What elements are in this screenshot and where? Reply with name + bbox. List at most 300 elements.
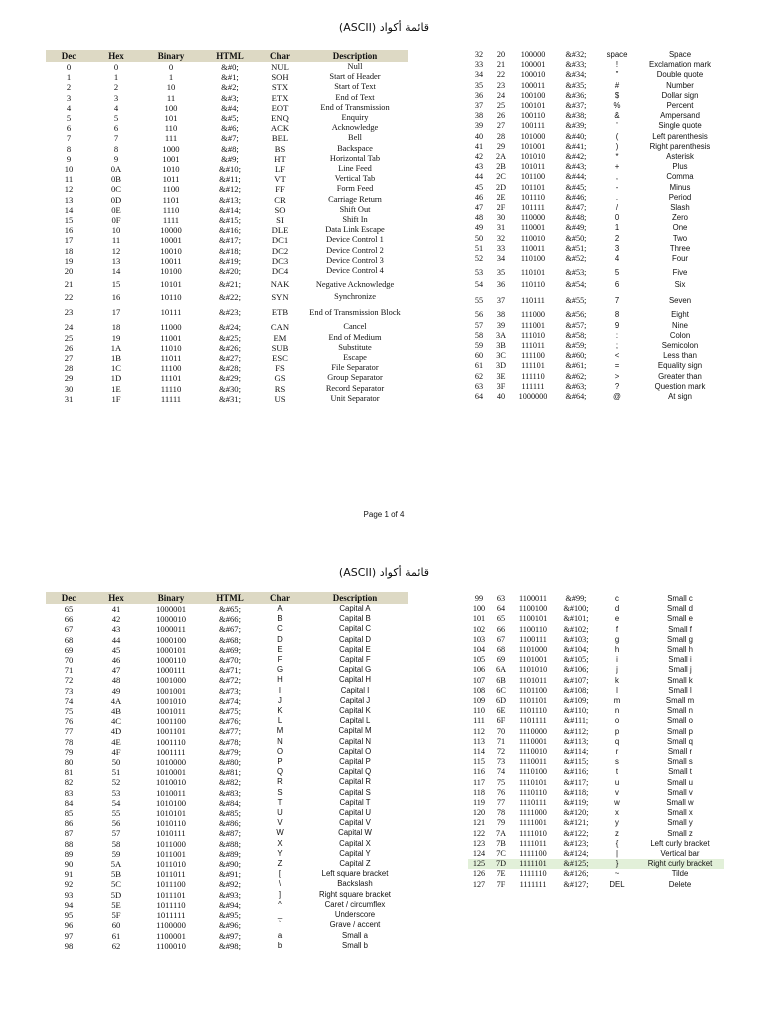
cell-char: GS xyxy=(274,373,286,384)
cell-html: &#123; xyxy=(563,838,589,848)
cell-html: &#10; xyxy=(219,164,241,175)
table-row xyxy=(46,757,408,767)
table-row xyxy=(468,223,724,233)
cell-char: : xyxy=(615,330,619,340)
cell-html: &#18; xyxy=(219,245,241,256)
cell-hex: 57 xyxy=(111,828,121,839)
cell-char: u xyxy=(614,777,620,787)
cell-char: g xyxy=(614,634,620,644)
cell-char: ACK xyxy=(270,123,290,134)
cell-char: " xyxy=(615,70,619,80)
cell-html: &#76; xyxy=(219,716,241,727)
cell-description: Form Feed xyxy=(336,184,374,194)
table-row xyxy=(46,900,408,910)
cell-description: Backslash xyxy=(337,879,373,889)
table-row xyxy=(468,341,724,351)
table-row xyxy=(468,686,724,696)
cell-binary: 101110 xyxy=(521,192,545,202)
cell-char: NAK xyxy=(270,278,290,289)
cell-description: Small x xyxy=(667,808,693,818)
cell-html: &#79; xyxy=(219,746,241,757)
cell-binary: 1001100 xyxy=(156,716,186,727)
table-row xyxy=(46,266,408,276)
cell-char: { xyxy=(615,838,619,848)
cell-char: 4 xyxy=(614,254,620,264)
cell-binary: 111000 xyxy=(521,310,545,320)
cell-binary: 111100 xyxy=(521,351,545,361)
cell-binary: 110101 xyxy=(520,267,546,277)
cell-description: Question mark xyxy=(654,381,706,391)
cell-description: Nine xyxy=(671,320,689,330)
ascii-table-left xyxy=(46,592,408,951)
cell-description: Small k xyxy=(667,675,693,685)
table-row xyxy=(468,869,724,879)
col-description: Description xyxy=(302,50,408,62)
cell-binary: 110 xyxy=(164,123,178,134)
cell-dec: 111 xyxy=(473,716,485,726)
table-row xyxy=(46,246,408,256)
cell-dec: 68 xyxy=(64,634,74,645)
cell-hex: 3A xyxy=(495,330,506,340)
cell-description: Capital H xyxy=(338,675,372,685)
cell-description: Right square bracket xyxy=(319,889,391,899)
cell-html: &#16; xyxy=(219,225,241,236)
cell-hex: 40 xyxy=(496,392,506,402)
cell-binary: 11000 xyxy=(160,322,182,333)
cell-description: Bell xyxy=(348,133,362,143)
cell-description: Shift Out xyxy=(339,204,371,214)
cell-html: &#50; xyxy=(565,233,587,243)
cell-hex: 4F xyxy=(111,746,121,757)
table-row xyxy=(468,818,724,828)
cell-dec: 87 xyxy=(64,828,74,839)
table-row xyxy=(46,828,408,838)
cell-char: q xyxy=(614,736,620,746)
cell-char: % xyxy=(613,101,621,111)
cell-description: Small f xyxy=(668,624,692,634)
cell-dec: 49 xyxy=(474,223,484,233)
cell-html: &#35; xyxy=(565,80,587,90)
table-row xyxy=(46,910,408,920)
cell-description: Device Control 1 xyxy=(326,235,384,245)
cell-html: &#78; xyxy=(219,736,241,747)
table-row xyxy=(46,144,408,154)
cell-char: = xyxy=(614,361,620,371)
cell-description: Device Control 4 xyxy=(326,266,384,276)
cell-dec: 27 xyxy=(64,353,74,364)
cell-dec: 115 xyxy=(473,757,485,767)
table-row xyxy=(468,70,724,80)
cell-char: t xyxy=(615,767,619,777)
cell-hex: 5 xyxy=(113,113,119,124)
table-row xyxy=(468,829,724,839)
cell-hex: 0A xyxy=(110,164,122,175)
cell-hex: 1A xyxy=(110,342,122,353)
cell-hex: 1F xyxy=(111,393,121,404)
cell-char: . xyxy=(615,192,619,202)
cell-char: 5 xyxy=(614,267,620,277)
table-row xyxy=(46,941,408,951)
cell-char: LF xyxy=(274,164,286,175)
cell-html: &#80; xyxy=(219,757,241,768)
cell-dec: 8 xyxy=(66,143,72,154)
cell-binary: 1010110 xyxy=(156,818,186,829)
cell-dec: 118 xyxy=(473,787,485,797)
cell-binary: 10000 xyxy=(160,225,182,236)
cell-hex: 0F xyxy=(111,215,121,226)
cell-hex: 73 xyxy=(496,757,506,767)
cell-hex: 53 xyxy=(111,787,121,798)
cell-binary: 1011100 xyxy=(156,879,186,890)
cell-dec: 123 xyxy=(472,838,486,848)
cell-dec: 64 xyxy=(474,392,484,402)
cell-binary: 100101 xyxy=(520,101,546,111)
cell-html: &#72; xyxy=(219,675,241,686)
cell-dec: 65 xyxy=(64,604,74,614)
cell-html: &#38; xyxy=(565,111,587,121)
cell-html: &#13; xyxy=(219,194,241,205)
cell-char: BEL xyxy=(271,133,289,144)
col-hex: Hex xyxy=(92,592,140,604)
cell-char: / xyxy=(615,203,619,213)
cell-dec: 59 xyxy=(474,341,484,351)
col-binary: Binary xyxy=(140,50,202,62)
cell-description: Underscore xyxy=(334,910,376,920)
cell-binary: 111101 xyxy=(521,361,545,371)
cell-char: U xyxy=(277,808,283,818)
cell-description: Small n xyxy=(667,706,693,716)
table-row xyxy=(46,635,408,645)
cell-html: &#108; xyxy=(563,685,589,695)
cell-dec: 20 xyxy=(64,266,74,277)
table-row xyxy=(468,392,724,402)
cell-description: End of Medium xyxy=(328,332,382,342)
cell-dec: 30 xyxy=(64,383,74,394)
cell-binary: 1110010 xyxy=(518,747,548,757)
cell-dec: 35 xyxy=(474,80,484,90)
page-title: قائمة أكواد (ASCII) xyxy=(338,566,430,579)
cell-binary: 101111 xyxy=(521,203,545,213)
cell-hex: 71 xyxy=(496,736,506,746)
cell-description: Exclamation mark xyxy=(649,60,711,70)
cell-hex: 7E xyxy=(496,869,506,879)
cell-hex: 45 xyxy=(111,644,121,655)
cell-char: A xyxy=(277,604,283,613)
cell-description: Capital M xyxy=(338,726,372,736)
cell-description: Capital K xyxy=(339,706,371,716)
cell-char: L xyxy=(277,716,283,726)
table-row xyxy=(46,839,408,849)
cell-hex: 49 xyxy=(111,685,121,696)
cell-char: 3 xyxy=(614,243,620,253)
cell-hex: 4A xyxy=(110,695,122,706)
cell-hex: 4C xyxy=(110,716,122,727)
table-row xyxy=(46,788,408,798)
cell-binary: 110111 xyxy=(521,295,545,305)
col-char: Char xyxy=(258,592,302,604)
cell-char: + xyxy=(614,162,620,172)
table-row xyxy=(46,696,408,706)
cell-char: C xyxy=(277,624,283,634)
cell-dec: 36 xyxy=(474,90,484,100)
cell-html: &#54; xyxy=(565,280,587,290)
cell-description: Capital G xyxy=(338,665,372,675)
cell-char: 6 xyxy=(614,280,620,290)
cell-binary: 1011101 xyxy=(156,889,186,900)
cell-dec: 88 xyxy=(64,838,74,849)
cell-char: w xyxy=(614,798,620,808)
cell-char: o xyxy=(614,716,620,726)
cell-description: Capital E xyxy=(339,644,371,654)
cell-html: &#122; xyxy=(563,828,589,838)
cell-binary: 100011 xyxy=(520,80,546,90)
cell-char: ' xyxy=(616,121,618,131)
cell-char: BS xyxy=(274,143,286,154)
cell-char: P xyxy=(277,757,283,767)
cell-binary: 1100111 xyxy=(519,634,547,644)
cell-binary: 1100 xyxy=(162,184,180,195)
cell-html: &#2; xyxy=(221,82,239,93)
table-row xyxy=(46,225,408,235)
table-row xyxy=(468,361,724,371)
cell-html: &#96; xyxy=(219,920,241,931)
cell-dec: 46 xyxy=(474,192,484,202)
cell-dec: 42 xyxy=(474,152,484,162)
cell-description: Small g xyxy=(667,634,693,644)
cell-hex: 54 xyxy=(111,797,121,808)
cell-dec: 54 xyxy=(474,280,484,290)
cell-binary: 1110101 xyxy=(518,777,548,787)
cell-html: &#84; xyxy=(219,797,241,808)
cell-char: \ xyxy=(278,879,282,889)
cell-hex: 3D xyxy=(495,361,506,371)
cell-hex: 7F xyxy=(496,879,506,889)
cell-hex: 58 xyxy=(111,838,121,849)
cell-dec: 72 xyxy=(64,675,74,686)
cell-hex: 28 xyxy=(496,131,506,141)
table-row xyxy=(468,142,724,152)
cell-html: &#33; xyxy=(565,60,587,70)
cell-dec: 116 xyxy=(473,767,485,777)
cell-description: Unit Separator xyxy=(330,393,380,403)
cell-hex: 7B xyxy=(496,838,506,848)
cell-hex: 50 xyxy=(111,757,121,768)
cell-description: Right curly bracket xyxy=(636,859,724,869)
cell-html: &#20; xyxy=(219,266,241,277)
cell-char: EM xyxy=(273,332,287,343)
cell-description: Capital F xyxy=(339,655,371,665)
cell-html: &#114; xyxy=(563,747,589,757)
cell-html: &#15; xyxy=(219,215,241,226)
cell-binary: 1001101 xyxy=(156,726,186,737)
cell-html: &#90; xyxy=(219,859,241,870)
cell-char: SO xyxy=(274,204,286,215)
cell-description: Record Separator xyxy=(325,383,385,393)
cell-html: &#5; xyxy=(221,113,239,124)
cell-description: Small s xyxy=(667,757,693,767)
cell-dec: 33 xyxy=(474,60,484,70)
cell-hex: 60 xyxy=(111,920,121,931)
cell-hex: 64 xyxy=(496,604,506,614)
cell-html: &#37; xyxy=(565,101,587,111)
table-row xyxy=(46,624,408,634)
cell-dec: 105 xyxy=(472,655,486,665)
table-row xyxy=(46,665,408,675)
cell-html: &#3; xyxy=(221,92,239,103)
cell-dec: 40 xyxy=(474,131,484,141)
cell-dec: 99 xyxy=(474,594,484,603)
cell-dec: 4 xyxy=(66,102,72,113)
cell-html: &#1; xyxy=(221,72,239,83)
cell-dec: 86 xyxy=(64,818,74,829)
cell-html: &#65; xyxy=(219,604,241,614)
cell-char: , xyxy=(615,172,619,182)
cell-char: k xyxy=(615,675,619,685)
table-row xyxy=(46,72,408,82)
cell-html: &#0; xyxy=(221,62,239,72)
table-row xyxy=(468,696,724,706)
cell-char: E xyxy=(277,644,283,654)
table-row xyxy=(46,890,408,900)
table-row xyxy=(468,183,724,193)
cell-hex: 78 xyxy=(496,808,506,818)
cell-dec: 24 xyxy=(64,322,74,333)
cell-dec: 17 xyxy=(64,235,74,246)
cell-html: &#41; xyxy=(565,141,587,151)
cell-hex: 3F xyxy=(496,381,506,391)
cell-hex: 6F xyxy=(496,716,506,726)
table-header-row xyxy=(46,50,408,62)
cell-dec: 100 xyxy=(472,604,486,614)
cell-char: ESC xyxy=(272,353,288,364)
cell-description: Percent xyxy=(666,101,694,111)
cell-char: z xyxy=(615,828,619,838)
col-description: Description xyxy=(302,592,408,604)
cell-html: &#55; xyxy=(565,295,587,305)
cell-description: Small b xyxy=(342,940,368,950)
cell-hex: 33 xyxy=(496,243,506,253)
cell-binary: 110100 xyxy=(520,254,546,264)
table-row xyxy=(46,384,408,394)
cell-description: Device Control 2 xyxy=(326,245,384,255)
cell-char: FS xyxy=(275,363,285,374)
cell-hex: 3C xyxy=(496,351,506,361)
table-row xyxy=(468,280,724,290)
cell-html: &#61; xyxy=(565,361,587,371)
cell-hex: 7C xyxy=(496,849,506,859)
table-row xyxy=(46,113,408,123)
table-row xyxy=(46,818,408,828)
cell-hex: 43 xyxy=(111,624,121,635)
cell-binary: 1011111 xyxy=(156,910,186,921)
cell-binary: 11110 xyxy=(160,383,182,394)
table-header-row xyxy=(46,592,408,604)
cell-description: Asterisk xyxy=(666,152,694,162)
cell-description: Right parenthesis xyxy=(649,141,711,151)
cell-dec: 110 xyxy=(473,706,485,716)
cell-dec: 55 xyxy=(474,295,484,305)
cell-char: ; xyxy=(615,341,619,351)
cell-dec: 16 xyxy=(64,225,74,236)
cell-hex: 3B xyxy=(496,341,506,351)
cell-char: h xyxy=(614,645,620,655)
cell-char: I xyxy=(278,685,282,695)
cell-binary: 1011000 xyxy=(156,838,186,849)
cell-char: ! xyxy=(615,60,619,70)
cell-binary: 1000101 xyxy=(155,644,187,655)
table-row xyxy=(468,60,724,70)
cell-char: K xyxy=(277,706,283,716)
cell-description: File Separator xyxy=(331,363,379,373)
table-row xyxy=(46,373,408,383)
cell-dec: 70 xyxy=(64,655,74,666)
cell-binary: 1001110 xyxy=(156,736,186,747)
cell-description: Dollar sign xyxy=(661,90,699,100)
cell-char: Q xyxy=(276,767,284,777)
cell-html: &#112; xyxy=(563,726,589,736)
cell-html: &#81; xyxy=(219,767,241,778)
table-row xyxy=(468,808,724,818)
table-row xyxy=(46,133,408,143)
cell-binary: 100000 xyxy=(520,50,546,59)
cell-dec: 97 xyxy=(64,930,74,941)
cell-description: Left parenthesis xyxy=(652,131,708,141)
cell-char: O xyxy=(276,746,284,756)
cell-html: &#70; xyxy=(219,655,241,666)
cell-description: Small c xyxy=(667,594,693,603)
cell-description: Grave / accent xyxy=(329,920,381,930)
cell-dec: 66 xyxy=(64,614,74,625)
table-row xyxy=(46,604,408,614)
cell-dec: 50 xyxy=(474,233,484,243)
table-row xyxy=(46,333,408,343)
cell-hex: 11 xyxy=(111,235,121,246)
cell-description: Plus xyxy=(672,162,688,172)
cell-dec: 47 xyxy=(474,203,484,213)
cell-hex: 67 xyxy=(496,634,506,644)
cell-char: SUB xyxy=(271,342,289,353)
cell-description: Small r xyxy=(667,747,693,757)
cell-dec: 5 xyxy=(66,113,72,124)
cell-dec: 52 xyxy=(474,254,484,264)
cell-html: &#77; xyxy=(219,726,241,737)
cell-hex: 70 xyxy=(496,726,506,736)
cell-html: &#58; xyxy=(565,330,587,340)
table-row xyxy=(468,798,724,808)
cell-char: N xyxy=(277,736,283,746)
cell-char: @ xyxy=(613,392,621,402)
cell-html: &#95; xyxy=(219,910,241,921)
cell-html: &#11; xyxy=(219,174,241,185)
cell-dec: 31 xyxy=(64,393,74,404)
cell-hex: 75 xyxy=(496,777,506,787)
cell-html: &#39; xyxy=(565,121,587,131)
col-dec: Dec xyxy=(46,50,92,62)
cell-dec: 13 xyxy=(64,194,74,205)
cell-html: &#25; xyxy=(219,332,241,343)
table-row xyxy=(46,62,408,72)
cell-dec: 18 xyxy=(64,245,74,256)
cell-dec: 19 xyxy=(64,255,74,266)
table-row xyxy=(468,234,724,244)
cell-binary: 1110000 xyxy=(518,726,548,736)
cell-char: # xyxy=(614,80,620,90)
cell-char: f xyxy=(615,624,619,634)
table-row xyxy=(468,91,724,101)
table-row xyxy=(468,244,724,254)
cell-binary: 111110 xyxy=(521,371,545,381)
cell-binary: 11011 xyxy=(160,353,182,364)
